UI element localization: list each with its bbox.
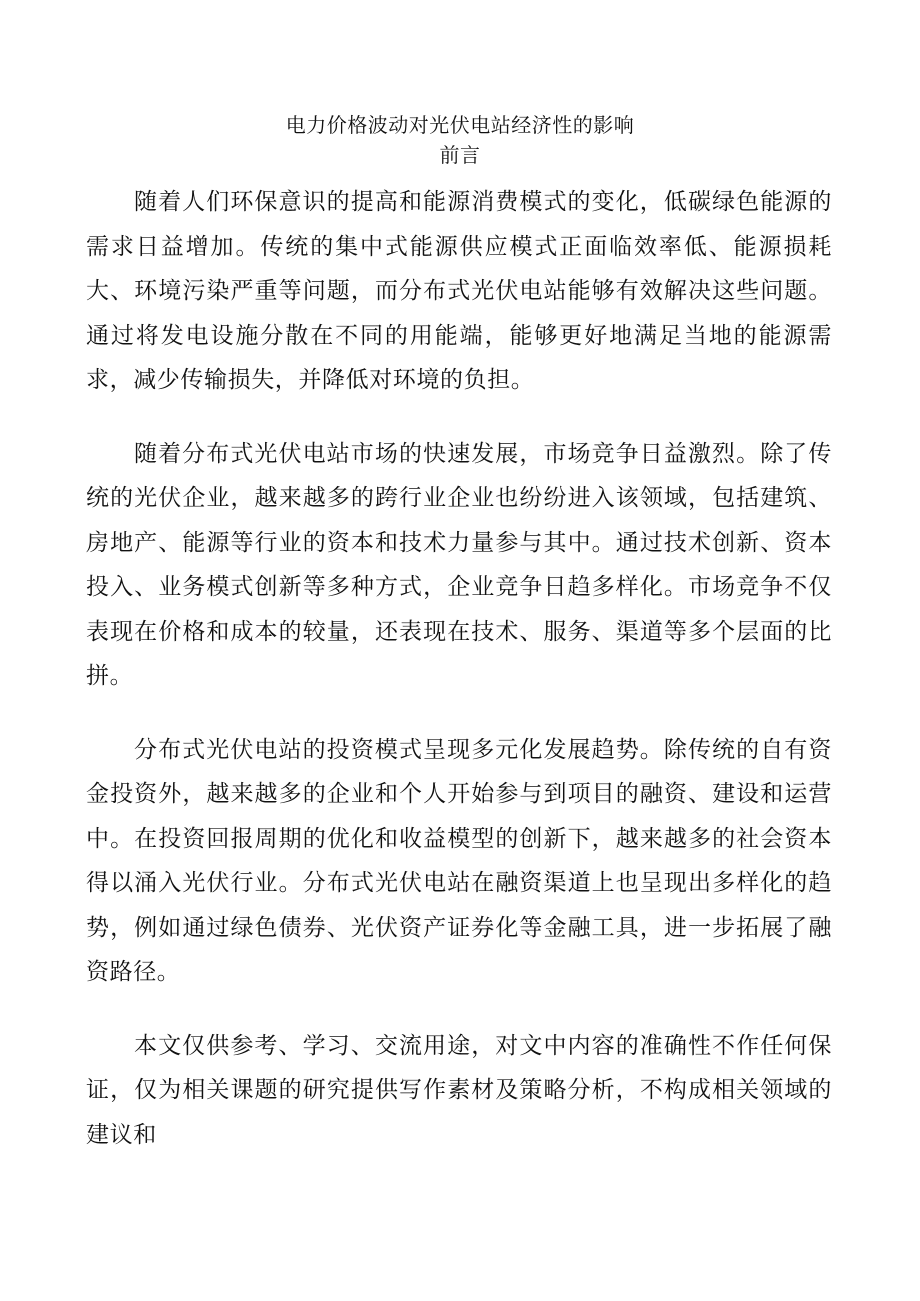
- paragraph: 分布式光伏电站的投资模式呈现多元化发展趋势。除传统的自有资金投资外，越来越多的企业和个人开始参与到项目的融资、建设和运营中。在投资回报周期的优化和收益模型的创新下，越来越多的社会资本得以涌入光伏行业。分布式光伏电站在融资渠道上也呈现出多样化的趋势，例如通过绿色债券、光伏资产证券化等金融工具，进一步拓展了融资路径。: [86, 736, 832, 985]
- paragraph: 随着人们环保意识的提高和能源消费模式的变化，低碳绿色能源的需求日益增加。传统的集中式能源供应模式正面临效率低、能源损耗大、环境污染严重等问题，而分布式光伏电站能够有效解决这些问题。通过将发电设施分散在不同的用能端，能够更好地满足当地的能源需求，减少传输损失，并降低对环境的负担。: [86, 189, 832, 393]
- document-title: 电力价格波动对光伏电站经济性的影响: [285, 113, 635, 137]
- section-heading: 前言: [439, 143, 481, 167]
- paragraph: 随着分布式光伏电站市场的快速发展，市场竞争日益激烈。除了传统的光伏企业，越来越多的跨行业企业也纷纷进入该领域，包括建筑、房地产、能源等行业的资本和技术力量参与其中。通过技术创新、资本投入、业务模式创新等多种方式，企业竞争日趋多样化。市场竞争不仅表现在价格和成本的较量，还表现在技术、服务、渠道等多个层面的比拼。: [86, 440, 832, 689]
- document-body: [86, 180, 832, 1157]
- paragraph: 本文仅供参考、学习、交流用途，对文中内容的准确性不作任何保证，仅为相关课题的研究提供写作素材及策略分析，不构成相关领域的建议和: [86, 1032, 832, 1148]
